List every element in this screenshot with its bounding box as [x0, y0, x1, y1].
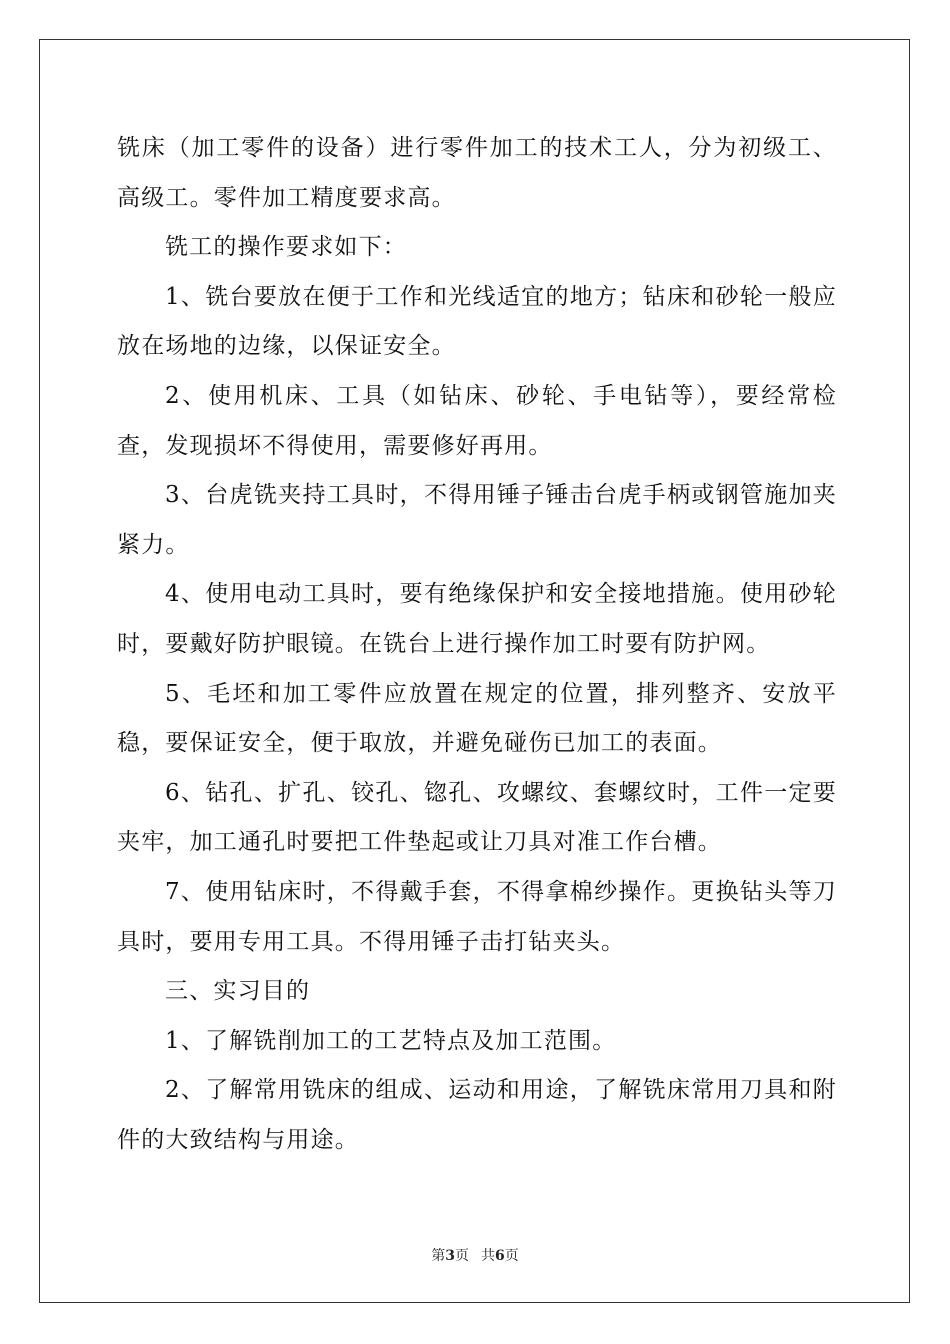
- paragraph: 7、使用钻床时，不得戴手套，不得拿棉纱操作。更换钻头等刀具时，要用专用工具。不得用锤子击打钻夹头。: [117, 878, 837, 955]
- section-heading: 三、实习目的: [165, 978, 311, 1005]
- paragraph: 5、毛坯和加工零件应放置在规定的位置，排列整齐、安放平稳，要保证安全，便于取放，并避免碰伤已加工的表面。: [117, 680, 837, 757]
- paragraph: 3、台虎铣夹持工具时，不得用锤子锤击台虎手柄或钢管施加夹紧力。: [117, 482, 837, 558]
- page-total-suffix: 页: [504, 1248, 519, 1264]
- paragraph: 2、使用机床、工具（如钻床、砂轮、手电钻等），要经常检查，发现损坏不得使用，需要修好再用。: [117, 382, 837, 459]
- paragraph: 铣工的操作要求如下：: [165, 234, 407, 261]
- paragraph: 铣床（加工零件的设备）进行零件加工的技术工人，分为初级工、高级工。零件加工精度要求高。: [117, 135, 837, 211]
- paragraph: 1、了解铣削加工的工艺特点及加工范围。: [165, 1027, 617, 1054]
- paragraph: 6、钻孔、扩孔、铰孔、锪孔、攻螺纹、套螺纹时，工件一定要夹牢，加工通孔时要把工件垫起或让刀具对准工作台槽。: [117, 779, 837, 856]
- page-total-prefix: 共: [481, 1248, 495, 1264]
- page-footer: [0, 1247, 950, 1265]
- page-number-prefix: 第: [431, 1248, 446, 1264]
- paragraph: 1、铣台要放在便于工作和光线适宜的地方；钻床和砂轮一般应放在场地的边缘，以保证安全。: [117, 283, 837, 360]
- page-number-total: 6: [495, 1248, 505, 1264]
- page-number-current: 3: [445, 1248, 455, 1264]
- document-body: [117, 124, 837, 1165]
- page-number-suffix: 页: [455, 1248, 469, 1264]
- paragraph: 4、使用电动工具时，要有绝缘保护和安全接地措施。使用砂轮时，要戴好防护眼镜。在铣台上进行操作加工时要有防护网。: [117, 581, 837, 657]
- paragraph: 2、了解常用铣床的组成、运动和用途，了解铣床常用刀具和附件的大致结构与用途。: [117, 1077, 837, 1153]
